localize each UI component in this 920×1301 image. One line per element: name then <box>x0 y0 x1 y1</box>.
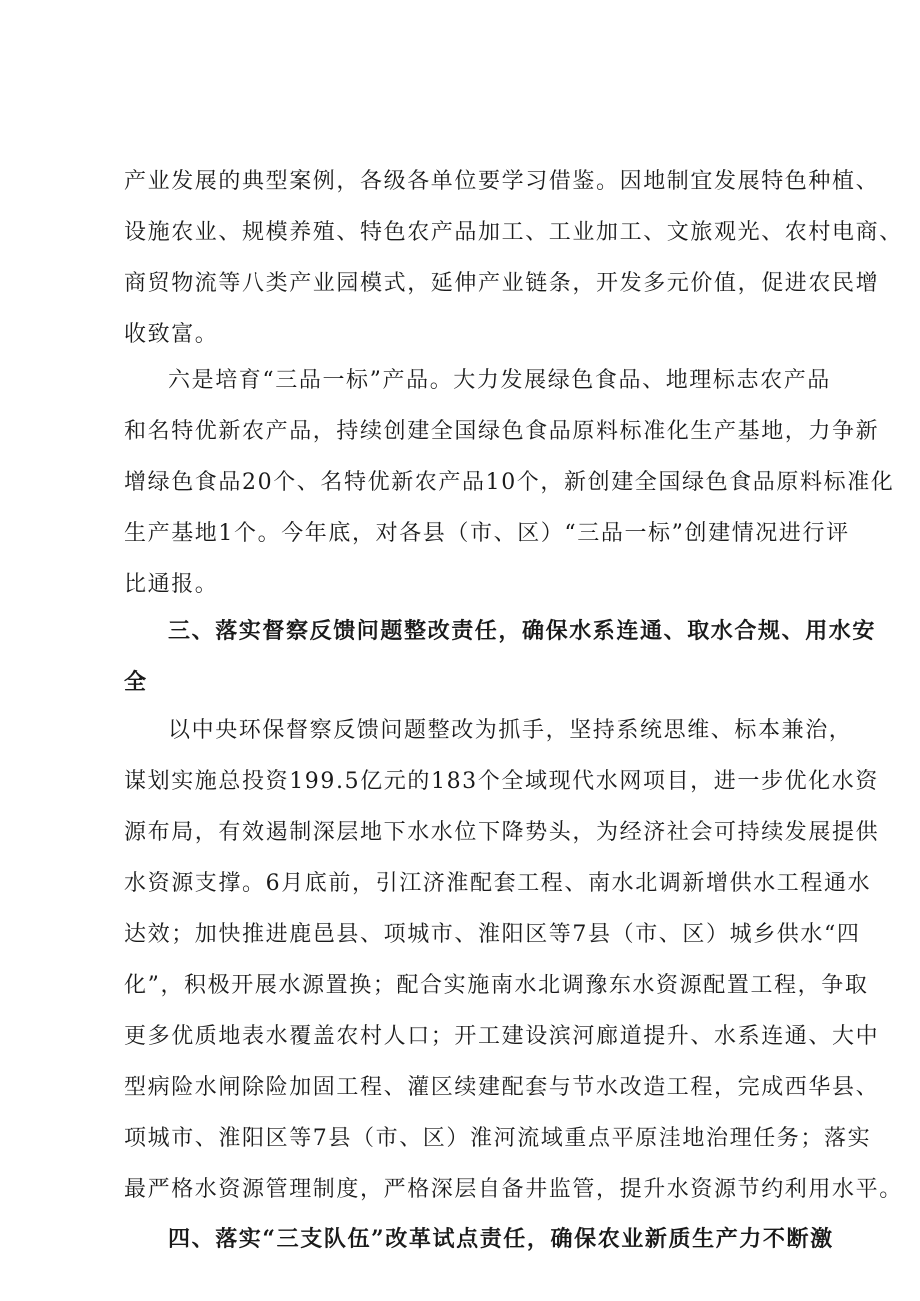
paragraph-line: 源布局，有效遏制深层地下水水位下降势头，为经济社会可持续发展提供 <box>124 820 880 845</box>
paragraph-line: 设施农业、规模养殖、特色农产品加工、工业加工、文旅观光、农村电商、 <box>124 220 903 245</box>
paragraph-line: 生产基地1个。今年底，对各县（市、区）“三品一标”创建情况进行评 <box>124 521 850 546</box>
paragraph-line: 水资源支撑。6月底前，引江济淮配套工程、南水北调新增供水工程通水 <box>124 871 872 896</box>
paragraph-line: 产业发展的典型案例，各级各单位要学习借鉴。因地制宜发展特色种植、 <box>124 169 880 194</box>
paragraph-line: 商贸物流等八类产业园模式，延伸产业链条，开发多元价值，促进农民增 <box>124 271 880 296</box>
paragraph-line: 型病险水闸除险加固工程、灌区续建配套与节水改造工程，完成西华县、 <box>124 1075 880 1100</box>
paragraph-line: 达效；加快推进鹿邑县、项城市、淮阳区等7县（市、区）城乡供水“四 <box>124 922 861 947</box>
paragraph-line: 收致富。 <box>124 322 219 347</box>
paragraph-line: 更多优质地表水覆盖农村人口；开工建设滨河廊道提升、水系连通、大中 <box>124 1024 880 1049</box>
paragraph-line: 最严格水资源管理制度，严格深层自备井监管，提升水资源节约利用水平。 <box>124 1177 903 1202</box>
paragraph-line: 增绿色食品20个、名特优新农产品10个，新创建全国绿色食品原料标准化 <box>124 470 895 495</box>
section-heading-line: 三、落实督察反馈问题整改责任，确保水系连通、取水合规、用水安 <box>168 618 877 644</box>
paragraph-line: 项城市、淮阳区等7县（市、区）淮河流域重点平原洼地治理任务；落实 <box>124 1126 872 1151</box>
section-heading-line: 四、落实“三支队伍”改革试点责任，确保农业新质生产力不断激 <box>168 1226 834 1252</box>
paragraph-line: 化”，积极开展水源置换；配合实施南水北调豫东水资源配置工程，争取 <box>124 973 869 998</box>
paragraph-line: 和名特优新农产品，持续创建全国绿色食品原料标准化生产基地，力争新 <box>124 419 880 444</box>
paragraph-line: 比通报。 <box>124 572 219 597</box>
paragraph-line: 六是培育“三品一标”产品。大力发展绿色食品、地理标志农产品 <box>168 368 831 393</box>
section-heading-line: 全 <box>124 669 148 695</box>
paragraph-line: 以中央环保督察反馈问题整改为抓手，坚持系统思维、标本兼治， <box>168 718 853 743</box>
paragraph-line: 谋划实施总投资199.5亿元的183个全域现代水网项目，进一步优化水资 <box>124 769 879 794</box>
